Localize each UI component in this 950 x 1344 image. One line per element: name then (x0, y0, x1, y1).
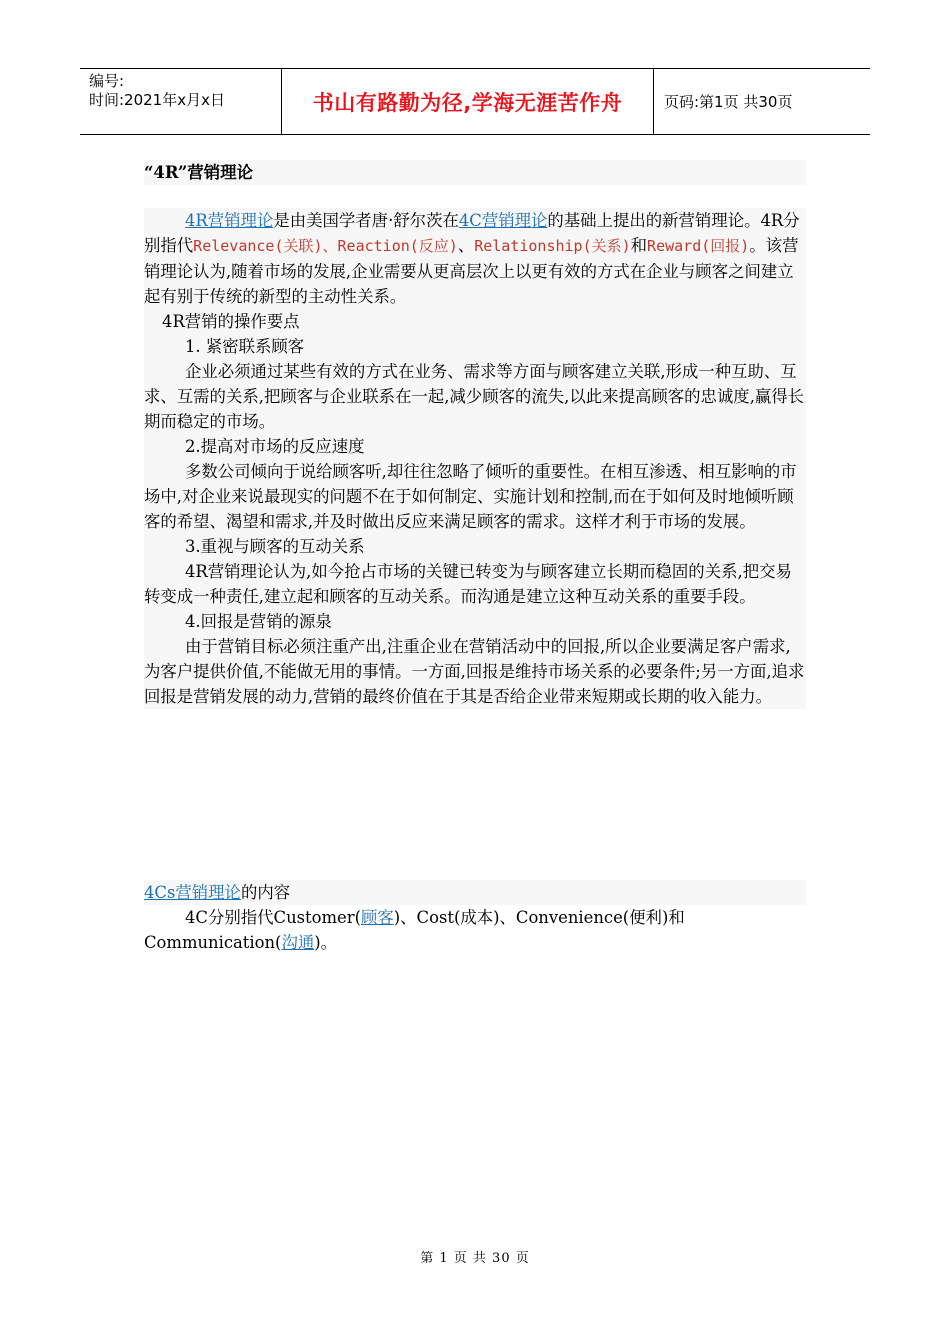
item-heading-4: 4.回报是营销的源泉 (185, 612, 332, 631)
item-heading-3: 3.重视与顾客的互动关系 (185, 537, 365, 556)
link-customer[interactable]: 顾客 (360, 908, 394, 927)
item-text-4: 由于营销目标必须注重产出,注重企业在营销活动中的回报,所以企业要满足客户需求,为客户提供价值,不能做无用的事情。一方面,回报是维持市场关系的必要条件;另一方面,追求回报是营销发展的动力,营销的最终价值在于其是否给企业带来短期或长期的收入能力。 (144, 637, 805, 706)
link-4c-theory[interactable]: 4C营销理论 (458, 211, 548, 230)
number-label: 编号: (89, 72, 125, 90)
relationship: Relationship(关系) (474, 237, 631, 255)
section-4r (144, 160, 806, 709)
section-4r-body (144, 208, 806, 709)
header-motto-cell (282, 69, 654, 134)
motto-text: 书山有路勤为径,学海无涯苦作舟 (312, 90, 623, 115)
page-footer: 第 1 页 共 30 页 (420, 1251, 530, 1266)
sub-heading: 4R营销的操作要点 (162, 312, 300, 331)
section-4cs (144, 880, 806, 955)
item-heading-2: 2.提高对市场的反应速度 (185, 437, 365, 456)
link-communication[interactable]: 沟通 (281, 933, 315, 952)
header-meta (80, 69, 282, 134)
intro-paragraph: 4R营销理论是由美国学者唐·舒尔茨在4C营销理论的基础上提出的新营销理论。4R分别指代Relevance(关联)、Reaction(反应)、Relationship(关系)和Reward(回报)。该营销理论认为,随着市场的发展,企业需要从更高层次上以更有效的方式在企业与顾客之间建立起有别于传统的新型的主动性关系。 (144, 211, 800, 306)
item-text-3: 4R营销理论认为,如今抢占市场的关键已转变为与顾客建立长期而稳固的关系,把交易转变成一种责任,建立起和顾客的互动关系。而沟通是建立这种互动关系的重要手段。 (144, 562, 792, 606)
item-text-1: 企业必须通过某些有效的方式在业务、需求等方面与顾客建立关联,形成一种互助、互求、互需的关系,把顾客与企业联系在一起,减少顾客的流失,以此来提高顾客的忠诚度,赢得长期而稳定的市场。 (144, 362, 805, 431)
time-label: 时间:2021年x月x日 (89, 91, 225, 109)
reward: Reward(回报) (647, 237, 750, 255)
section-4cs-title: 4Cs营销理论的内容 (144, 880, 806, 905)
page-info: 页码:第1页 共30页 (664, 93, 793, 111)
section-4cs-paragraph: 4C分别指代Customer(顾客)、Cost(成本)、Convenience(便利)和Communication(沟通)。 (144, 908, 685, 952)
link-4r-theory[interactable]: 4R营销理论 (185, 211, 274, 230)
relevance-reaction: Relevance(关联)、Reaction(反应) (193, 237, 458, 255)
page-header (80, 68, 870, 135)
item-heading-1: 1. 紧密联系顾客 (185, 337, 305, 356)
item-text-2: 多数公司倾向于说给顾客听,却往往忽略了倾听的重要性。在相互渗透、相互影响的市场中,对企业来说最现实的问题不在于如何制定、实施计划和控制,而在于如何及时地倾听顾客的希望、渴望和需求,并及时做出反应来满足顾客的需求。这样才利于市场的发展。 (144, 462, 797, 531)
section-title: “4R”营销理论 (144, 160, 806, 185)
link-4cs-theory[interactable]: 4Cs营销理论 (144, 883, 241, 902)
